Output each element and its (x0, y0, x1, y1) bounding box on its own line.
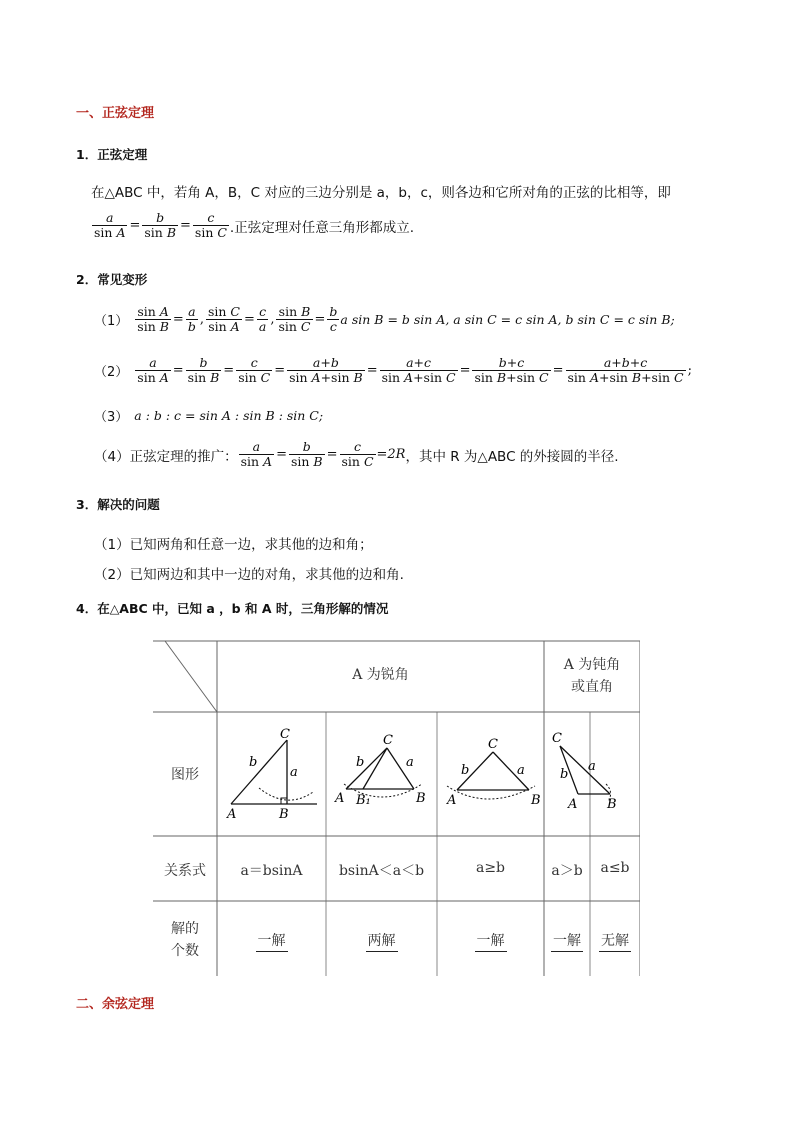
fig-label-b: b (249, 755, 258, 770)
fig-label-C: C (280, 727, 290, 742)
fig-label-A: A (568, 797, 578, 812)
acute-header: A 为锐角 (352, 667, 409, 683)
fig-label-b: b (461, 763, 470, 778)
item3-p1: （1）已知两角和任意一边，求其他的边和角； (94, 537, 373, 553)
formula-2: （2） $\frac{a}{\text{sin A}}$ = $\frac{b}{\text{sin B}}$ = $\frac{c}{\text{sin C}}$ = $\frac{a+b}{\text{sin A+sin B}}$ = $\frac{a+c}{\text{sin A+sin C}}$ = $\frac{b+c}{\text{sin B+sin C}}$ = $\frac{a+b+c}{\text{sin A+sin B+sin C}}$ ; (94, 355, 692, 386)
fig-label-A: A (227, 807, 237, 822)
section-title: 一、正弦定理 (76, 106, 155, 121)
item1-suffix: .正弦定理对任意三角形都成立. (229, 219, 415, 236)
fig-label-C: C (383, 733, 393, 748)
count-cell: 无解 (599, 933, 631, 952)
row-label-count: 解的 个数 (171, 921, 199, 960)
fig-label-A: A (335, 791, 345, 806)
item3-heading: 3．解决的问题 (76, 497, 160, 512)
fig-label-b: b (560, 767, 569, 782)
count-cell: 两解 (366, 933, 398, 952)
fig-label-B1: B₁ (356, 793, 371, 808)
count-cell: 一解 (551, 933, 583, 952)
solutions-table (153, 640, 640, 976)
fig-label-B: B (416, 791, 426, 806)
fig-label-a: a (588, 759, 596, 774)
count-cell: 一解 (475, 933, 507, 952)
fig-label-B: B (531, 793, 541, 808)
row-label-figure: 图形 (171, 767, 199, 783)
figure-right-triangle (217, 712, 326, 836)
fig-label-C: C (488, 737, 498, 752)
count-cell: 一解 (256, 933, 288, 952)
fig-label-a: a (517, 763, 525, 778)
formula-1: （1） $\frac{\text{sin A}}{\text{sin B}}$ = $\frac{a}{b}$ , $\frac{\text{sin C}}{\text{sin A}}$ = $\frac{c}{a}$ , $\frac{\text{sin B}}{\text{sin C}}$ = $\frac{b}{c}$ a sin B = b sin A, a sin C = c sin A, b sin C = c sin B; (94, 304, 675, 335)
item4-heading: 4．在△ABC 中，已知 a ，b 和 A 时，三角形解的情况 (76, 601, 389, 616)
formula-3: （3） a : b : c = sin A : sin B : sin C; (94, 408, 324, 425)
figure-a-ge-b (437, 712, 544, 836)
obtuse-header: A 为钝角 或直角 (563, 657, 621, 696)
figure-two-solutions (326, 712, 437, 836)
relation-cell: a＞b (551, 863, 583, 879)
fig-label-a: a (290, 765, 298, 780)
relation-cell: bsinA＜a＜b (338, 863, 425, 879)
fig-label-A: A (447, 793, 457, 808)
item2-heading: 2．常见变形 (76, 272, 148, 287)
item1-heading: 1．正弦定理 (76, 147, 148, 162)
fig-label-C: C (552, 731, 562, 746)
section-title-2: 二、余弦定理 (76, 997, 155, 1012)
formula-4: （4）正弦定理的推广： $\frac{a}{\text{sin A}}$ = $\frac{b}{\text{sin B}}$ = $\frac{c}{\text{sin C}}$ =2R ，其中 R 为△ABC 的外接圆的半径. (94, 439, 619, 470)
item1-paragraph: 在△ABC 中，若角 A，B，C 对应的三边分别是 a，b，c，则各边和它所对角的正弦的比相等，即 (91, 185, 671, 201)
fig-label-B: B (607, 797, 617, 812)
figure-obtuse (544, 712, 640, 836)
relation-cell: a＝bsinA (240, 863, 303, 879)
fig-label-B: B (279, 807, 289, 822)
relation-cell: a≥b (475, 860, 506, 876)
sine-law-formula: $\frac{a}{\text{sin A}}$ = $\frac{b}{\text{sin B}}$ = $\frac{c}{\text{sin C}}$ .正弦定理对任意三角形都成立. (94, 210, 415, 241)
item3-p2: （2）已知两边和其中一边的对角，求其他的边和角. (94, 567, 404, 583)
fig-label-a: a (406, 755, 414, 770)
fig-label-b: b (356, 755, 365, 770)
relation-cell: a≤b (600, 860, 630, 876)
row-label-relation: 关系式 (164, 863, 206, 879)
